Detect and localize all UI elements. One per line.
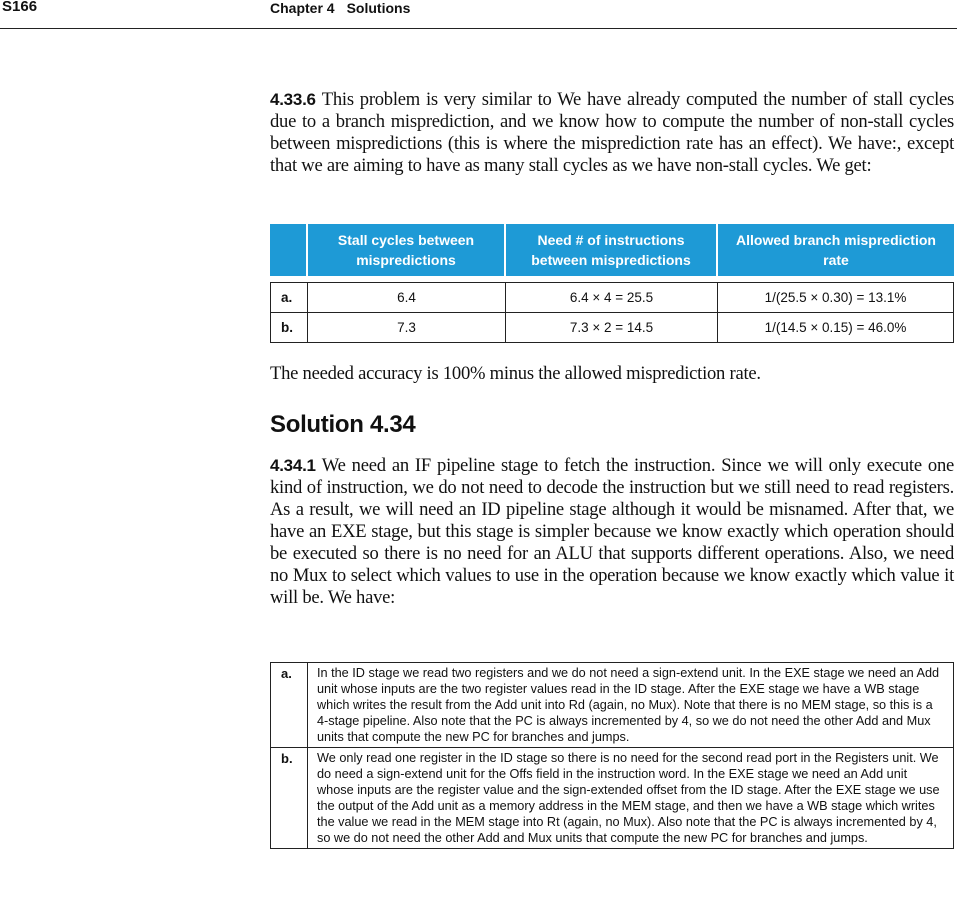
section-label: Solutions <box>346 0 411 16</box>
table-cell: 7.3 <box>308 312 506 343</box>
table-cell: 1/(14.5 × 0.15) = 46.0% <box>718 312 954 343</box>
row-label: a. <box>271 663 308 748</box>
table-row <box>270 282 954 312</box>
problem-number: 4.33.6 <box>270 90 316 109</box>
paragraph-4-33-6 <box>270 89 954 177</box>
chapter-label: Chapter 4 <box>270 0 335 16</box>
paragraph-4-34-1 <box>270 455 954 609</box>
table-row <box>271 663 954 748</box>
column-header: Allowed branch misprediction rate <box>718 224 954 276</box>
pipeline-table <box>270 662 954 849</box>
accuracy-note: The needed accuracy is 100% minus the allowed misprediction rate. <box>270 363 761 384</box>
table-cell: 6.4 × 4 = 25.5 <box>506 282 718 312</box>
row-label: b. <box>270 312 308 343</box>
table-row <box>271 748 954 849</box>
solution-heading: Solution 4.34 <box>270 411 416 438</box>
table-row <box>270 312 954 343</box>
row-label: b. <box>271 748 308 849</box>
column-header: Stall cycles between mispredictions <box>308 224 506 276</box>
table-cell: 7.3 × 2 = 14.5 <box>506 312 718 343</box>
problem-number: 4.34.1 <box>270 456 316 475</box>
page-number: S166 <box>2 0 38 15</box>
running-header <box>0 0 957 29</box>
table-cell: We only read one register in the ID stage so there is no need for the second read port in the Registers unit. We do need a sign-extend unit for the Offs field in the instruction word. In the EXE stage we need an Add unit whose inputs are the register value and the sign-extended offset from the ID stage. After the EXE stage we use the output of the Add unit as a memory address in the MEM stage, and then we have a WB stage which writes the value we read in the MEM stage into Rt (again, no Mux). Also note that the PC is always incremented by 4, so we do not need the other Add and Mux units that compute the new PC for branches and jumps. <box>308 748 954 849</box>
row-label: a. <box>270 282 308 312</box>
table-cell: 1/(25.5 × 0.30) = 13.1% <box>718 282 954 312</box>
chapter-title <box>270 0 410 16</box>
column-header: Need # of instructions between mispredictions <box>506 224 718 276</box>
corner-cell <box>270 224 308 276</box>
paragraph-text: We need an IF pipeline stage to fetch the instruction. Since we will only execute one kind of instruction, we do not need to decode the instruction but we still need to read registers. As a result, we will need an ID pipeline stage although it would be misnamed. After that, we have an EXE stage, but this stage is simpler because we know exactly which operation should be executed so there is no need for an ALU that supports different operations. Also, we need no Mux to select which values to use in the operation because we know exactly which value it will be. We have: <box>270 455 954 608</box>
misprediction-table <box>270 224 954 343</box>
table-cell: In the ID stage we read two registers and we do not need a sign-extend unit. In the EXE stage we need an Add unit whose inputs are the two register values read in the ID stage. After the EXE stage we have a WB stage which writes the result from the Add unit into Rd (again, no Mux). Note that there is no MEM stage, so this is a 4-stage pipeline. Also note that the PC is always incremented by 4, so we do not need the other Add and Mux units that compute the new PC for branches and jumps. <box>308 663 954 748</box>
table-cell: 6.4 <box>308 282 506 312</box>
table-header-row <box>270 224 954 276</box>
paragraph-text: This problem is very similar to We have already computed the number of stall cycles due to a branch misprediction, and we know how to compute the number of non-stall cycles between mispredictions (this is where the misprediction rate has an effect). We have:, except that we are aiming to have as many stall cycles as we have non-stall cycles. We get: <box>270 89 954 176</box>
